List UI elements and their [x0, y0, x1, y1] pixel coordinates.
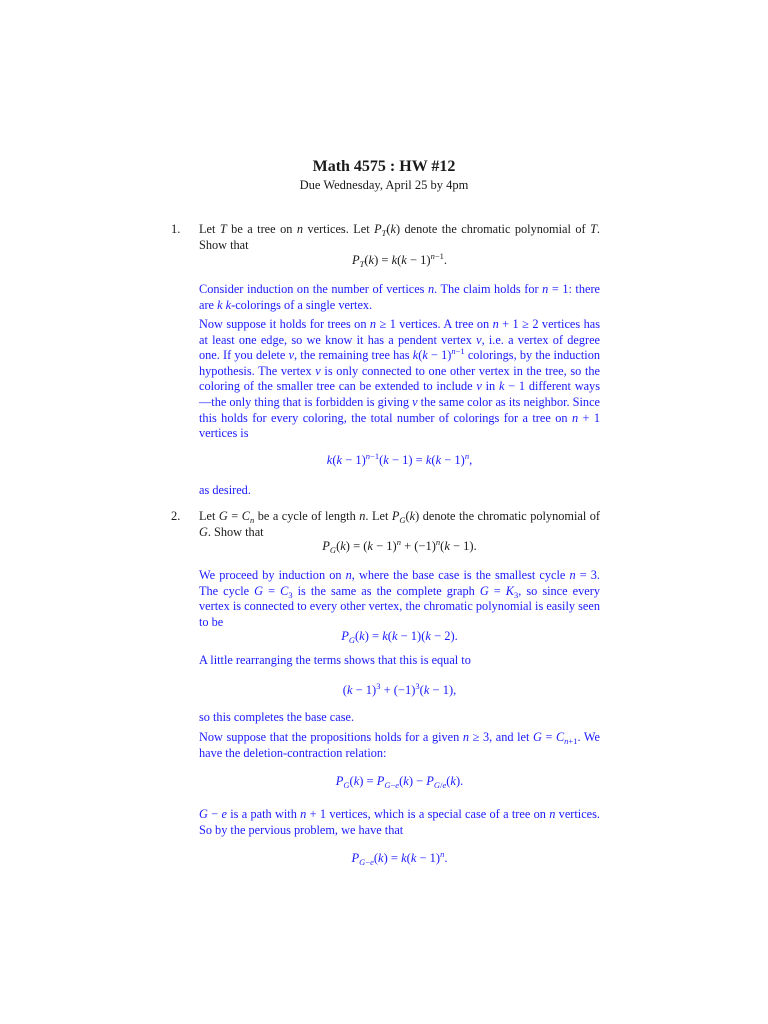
problem-1-statement: Let T be a tree on n vertices. Let $P_T(k)$ denote the chromatic polynomial of T. Show that — [199, 222, 600, 252]
due-date: Due Wednesday, April 25 by 4pm — [299, 178, 469, 192]
problem-2-display-equation: $P_G(k) = (k - 1)^n + (-1)^n(k - 1)$. — [322, 537, 477, 555]
problem-2-base-equation: $P_G(k) = k(k - 1)(k - 2)$. — [341, 629, 458, 645]
problem-2-rearranged-equation: $(k - 1)^3 + (-1)^3(k - 1)$, — [342, 681, 457, 697]
problem-1-solution-conclusion: as desired. — [199, 483, 251, 497]
document-title: Math 4575 : HW #12 — [312, 158, 456, 175]
problem-2-path-text: G − e is a path with n + 1 vertices, which is a special case of a tree on n vertices. So by the pervious problem, we have that — [199, 807, 600, 837]
problem-1-solution-paragraph-1: Consider induction on the number of vertices n. The claim holds for n = 1: there are k k-colorings of a single vertex. — [199, 282, 600, 312]
problem-2-number: 2. — [171, 509, 181, 523]
problem-1-solution-paragraph-2: Now suppose it holds for trees on n ≥ 1 vertices. A tree on n + 1 ≥ 2 vertices has at least one edge, so we know it has a pendent vertex v, i.e. a vertex of degree one. If you delete v, the remaining tree has $k(k - 1)^{n-1}$ colorings, by the induction hypothesis. The vertex v is only connected to one other vertex in the tree, so the coloring of the smaller tree can be extended to include v in k − 1 different ways—the only thing that is forbidden is giving v the same color as its neighbor. Since this holds for every coloring, the total number of colorings for a tree on n + 1 vertices is — [199, 317, 601, 441]
problem-2-rearrange-text: A little rearranging the terms shows that this is equal to — [199, 653, 471, 667]
problem-2-base-conclusion: so this completes the base case. — [199, 710, 355, 724]
problem-1-display-equation: $P_T(k) = k(k - 1)^{n-1}$. — [351, 251, 447, 269]
problem-2-deletion-contraction-equation: $P_G(k) = P_{G-e}(k) - P_{G/e}(k)$. — [335, 774, 464, 790]
problem-1-solution-equation: $k(k - 1)^{n-1}(k - 1) = k(k - 1)^n$, — [326, 451, 473, 467]
problem-2-path-equation: $P_{G-e}(k) = k(k - 1)^n$. — [351, 849, 448, 867]
problem-2-inductive-step: Now suppose that the propositions holds for a given n ≥ 3, and let $G = C_{n+1}$. We have the deletion-contraction relation: — [199, 730, 600, 760]
problem-2-solution-paragraph-1: We proceed by induction on n, where the base case is the smallest cycle n = 3. The cycle $G = C_3$ is the same as the complete graph $G = K_3$, so since every vertex is connected to every other vertex, the chromatic polynomial is easily seen to be — [199, 568, 600, 629]
problem-2-statement: Let $G = C_n$ be a cycle of length n. Let $P_G(k)$ denote the chromatic polynomial of G. Show that — [199, 509, 600, 539]
problem-1-number: 1. — [171, 222, 181, 236]
